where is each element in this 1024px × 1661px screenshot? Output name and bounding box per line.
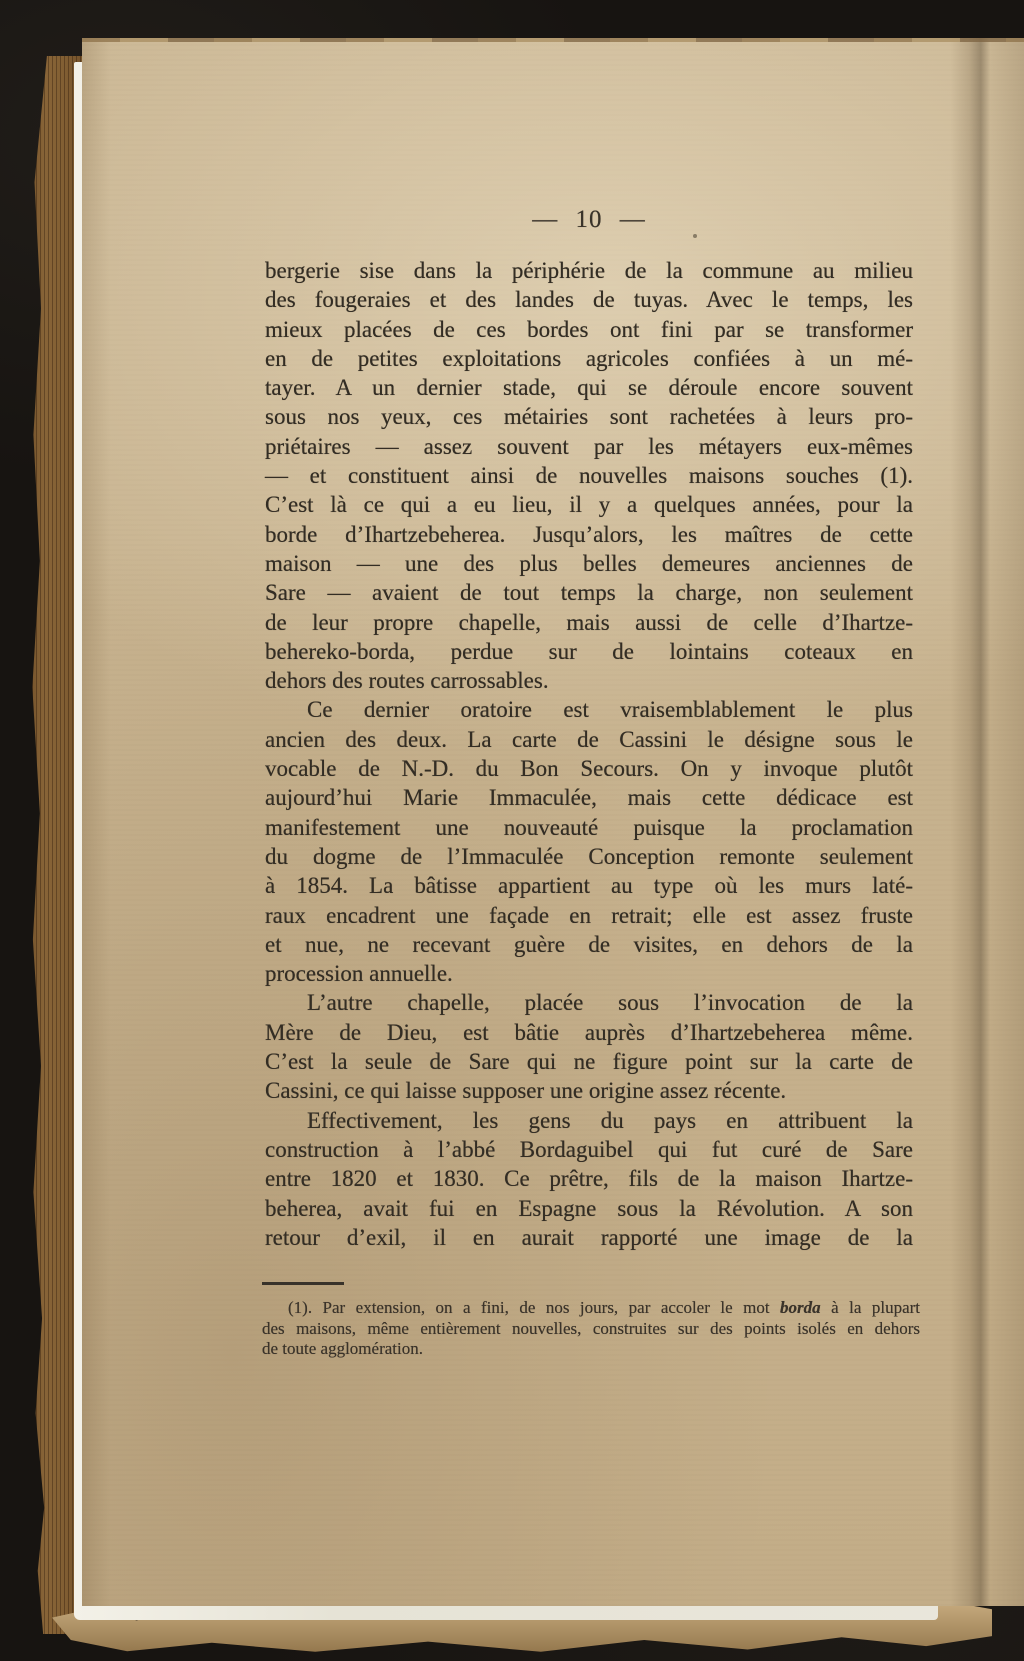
text-line: aujourd’hui Marie Immaculée, mais cette dédicace est: [265, 785, 913, 811]
footnote-line: des maisons, même entièrement nouvelles, construites sur des points isolés en dehors: [262, 1318, 920, 1338]
text-line: bergerie sise dans la périphérie de la commune au milieu: [265, 258, 913, 283]
text-line: manifestement une nouveauté puisque la proclamation: [265, 814, 913, 840]
text-line: Cassini, ce qui laisse supposer une origine assez récente.: [265, 1078, 787, 1104]
text-line: en de petites exploitations agricoles confiées à un mé-: [265, 345, 913, 371]
text-line: priétaires — assez souvent par les métayers eux-mêmes: [265, 433, 913, 459]
text-line: retour d’exil, il en aurait rapporté une image de la: [265, 1224, 913, 1250]
text-line: sous nos yeux, ces métairies sont rachetées à leurs pro-: [265, 404, 913, 430]
footnote-line: de toute agglomération.: [262, 1339, 423, 1358]
text-line: mieux placées de ces bordes ont fini par se transformer: [265, 316, 913, 342]
text-line: tayer. A un dernier stade, qui se déroule encore souvent: [265, 375, 913, 401]
text-line: ancien des deux. La carte de Cassini le désigne sous le: [265, 726, 913, 752]
footnote-text: à la plupart: [820, 1298, 921, 1317]
text-line: et nue, ne recevant guère de visites, en dehors de la: [265, 931, 913, 957]
page-top-edge: [82, 38, 1024, 42]
footnote-text: (1). Par extension, on a fini, de nos jours, par accoler le mot: [288, 1298, 781, 1317]
text-line: Mère de Dieu, est bâtie auprès d’Ihartzebeherea même.: [265, 1019, 913, 1045]
text-line: beherea, avait fui en Espagne sous la Révolution. A son: [265, 1195, 913, 1221]
text-line: C’est là ce qui a eu lieu, il y a quelques années, pour la: [265, 492, 913, 518]
text-line: borde d’Ihartzebeherea. Jusqu’alors, les maîtres de cette: [265, 521, 913, 547]
text-line: de leur propre chapelle, mais aussi de celle d’Ihartze-: [265, 609, 913, 635]
text-line: C’est la seule de Sare qui ne figure point sur la carte de: [265, 1049, 913, 1075]
ink-speck: [693, 234, 697, 238]
page-number: — 10 —: [532, 206, 646, 233]
footnote: [262, 1298, 920, 1360]
body-text: [265, 256, 913, 1252]
text-line: Sare — avaient de tout temps la charge, non seulement: [265, 580, 913, 606]
text-line: L’autre chapelle, placée sous l’invocation de la: [307, 990, 913, 1016]
footnote-italic-word: borda: [780, 1298, 821, 1317]
text-line: dehors des routes carrossables.: [265, 668, 549, 694]
text-line: à 1854. La bâtisse appartient au type où les murs laté-: [265, 873, 913, 899]
book-page: [82, 38, 1024, 1606]
text-line: raux encadrent une façade en retrait; elle est assez fruste: [265, 902, 913, 928]
text-line: vocable de N.-D. du Bon Secours. On y invoque plutôt: [265, 756, 913, 782]
text-line: maison — une des plus belles demeures anciennes de: [265, 550, 913, 576]
text-line: — et constituent ainsi de nouvelles maisons souches (1).: [265, 463, 913, 489]
text-line: des fougeraies et des landes de tuyas. Avec le temps, les: [265, 287, 913, 313]
text-line: Ce dernier oratoire est vraisemblablement le plus: [307, 697, 913, 723]
text-line: Effectivement, les gens du pays en attribuent la: [307, 1107, 913, 1133]
footnote-rule: [262, 1282, 344, 1285]
text-line: behereko-borda, perdue sur de lointains coteaux en: [265, 638, 913, 664]
footnote-line: [262, 1298, 920, 1319]
text-line: procession annuelle.: [265, 961, 453, 987]
text-line: construction à l’abbé Bordaguibel qui fut curé de Sare: [265, 1136, 913, 1162]
text-line: du dogme de l’Immaculée Conception remonte seulement: [265, 843, 913, 869]
text-line: entre 1820 et 1830. Ce prêtre, fils de la maison Ihartze-: [265, 1166, 913, 1192]
